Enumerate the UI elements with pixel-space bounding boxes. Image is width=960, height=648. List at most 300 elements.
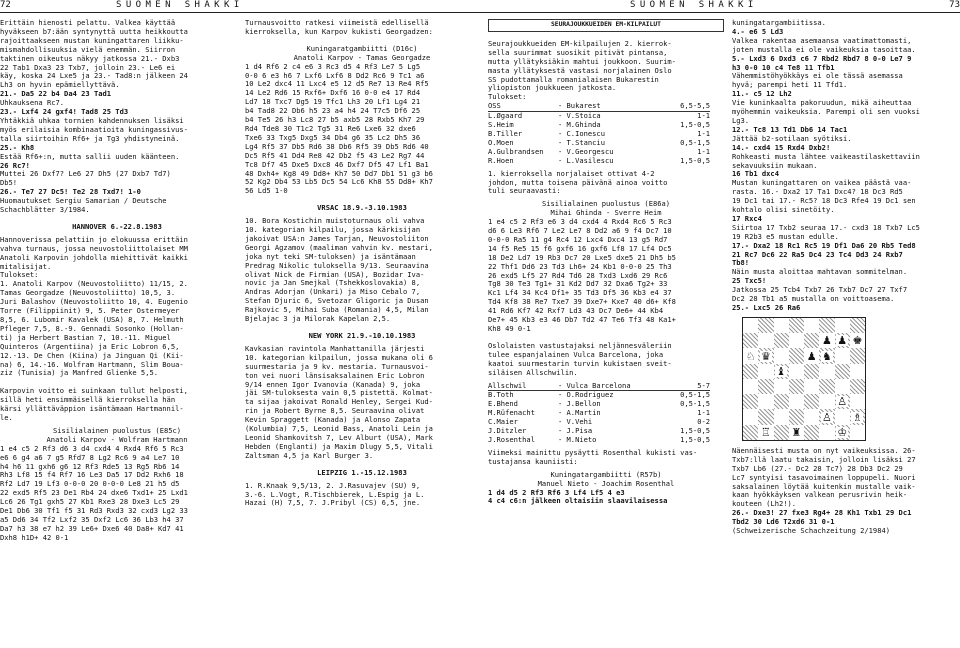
text-line: Pfleger 7,5, 8.-9. Gennadi Sosonko (Hollan-: [0, 323, 184, 333]
text-line: 41 Rd6 Kf7 42 Rxf7 Ld3 43 Dc7 De6+ 44 Kb4: [488, 306, 664, 316]
match-row: [488, 436, 710, 445]
board-square: [819, 409, 834, 424]
game-moves: [488, 218, 724, 334]
text-line: 1. Anatoli Karpov (Neuvostoliitto) 11/15, 2.: [0, 279, 188, 289]
chess-piece-icon: ♝: [776, 364, 787, 378]
board-square: [789, 333, 804, 348]
text-line: ti) ja Herbert Bastian 7, 10.-11. Miguel: [0, 332, 171, 342]
text-line: 0-0-0 Ra5 11 g4 Rc4 12 Lxc4 Dxc4 13 g5 Rd7: [488, 234, 668, 244]
text-line: 4.- e6 5 Ld3: [732, 26, 784, 36]
board-square: [789, 364, 804, 379]
box-title: SEURAJOUKKUEIDEN EM-KILPAILUT: [488, 19, 724, 32]
board-square: [804, 409, 819, 424]
text-line: vahva turnaus, jossa neuvostoliittolaiset MM: [0, 243, 188, 253]
match-cell: M.Rüfenacht: [488, 408, 535, 418]
text-line: Siirtoa 17 Txb2 seuraa 17.- cxd3 18 Txb7 Lc5: [732, 222, 920, 232]
game-moves: [732, 242, 960, 269]
board-square: [804, 425, 819, 440]
text-line: Lh3 on hyvin epämiellyttävä.: [0, 80, 120, 90]
board-square: [774, 425, 789, 440]
match-cell: C.Maier: [488, 417, 518, 427]
section-title: VRSAC 18.9.-3.10.1983: [317, 203, 407, 213]
annotation: [0, 153, 234, 162]
text-line: hyväkseen b7:ään syntynyttä uutta heikkoutta: [0, 26, 188, 36]
text-line: h4 h6 11 gxh6 g6 12 Rf3 Rde5 13 Rg5 Rb6 14: [0, 461, 180, 471]
annotation: [732, 37, 960, 55]
text-line: Tg8 30 Te3 Tg1+ 31 Kd2 Dd7 32 Dxa6 Tg2+ 33: [488, 279, 668, 289]
text-line: Da7 h3 38 e7 h2 39 Le6+ Dxe6 40 Da8+ Kd7 41: [0, 523, 184, 533]
game-title: Kuningatargambiitti (R57b): [550, 469, 662, 479]
board-square: [774, 318, 789, 333]
match-cell: - V.Georgescu: [558, 146, 614, 156]
text-line: kuningatargambiitissa.: [732, 18, 826, 27]
text-line: joka nyt teki SM-tuloksen) ja isäntämaan: [245, 251, 416, 261]
text-line: Kavkasian ravintola Manhattanilla järjesti: [245, 343, 425, 353]
text-line: taktinen oikeutus näkyy jatkossa 21.- Dxb3: [0, 53, 180, 63]
game-moves: [732, 509, 960, 527]
text-line: Hebden (Englanti) ja Maxim Dlugy 5,5, Vitali: [245, 441, 433, 451]
text-line: Estää Rf6+:n, mutta sallii uuden käänteen.: [0, 151, 180, 161]
board-square: [774, 379, 789, 394]
text-line: Rd4 Tde8 30 T1c2 Tg5 31 Re6 Lxe6 32 dxe6: [245, 123, 416, 133]
text-line: 17 Rxc4: [732, 213, 762, 223]
board-square: [835, 394, 850, 409]
match-table: [488, 382, 710, 445]
text-line: d6 6 Le3 Rf6 7 Le2 Le7 8 Dd2 a6 9 f4 Dc7 10: [488, 226, 672, 236]
text-line: 26.- Dxe3! 27 fxe3 Rg4+ 28 Kh1 Txb1 29 Dc1: [732, 508, 912, 518]
text-line: b4 Tad8 22 Db6 h5 23 a4 h4 24 T7c5 Df6 25: [245, 106, 421, 116]
text-line: Anatoli Karpovin johdolla miehittivät kaikki: [0, 252, 188, 262]
text-line: 25 Txc5!: [732, 276, 767, 286]
chess-piece-icon: ♟: [837, 334, 848, 348]
match-cell: L.Øgaard: [488, 111, 523, 121]
text-line: h3 0-0 10 c4 Te8 11 Tfb1: [732, 62, 835, 72]
match-cell: - M.Ghinda: [558, 120, 601, 130]
board-square: [758, 333, 773, 348]
match-cell: - O.Rodriguez: [558, 390, 614, 400]
text-line: Näennäisesti musta on nyt vaikeuksissa. 26-: [732, 445, 916, 455]
text-line: 1 e4 c5 2 Rf3 e6 3 d4 cxd4 4 Rxd4 Rc6 5 Rc3: [488, 217, 672, 227]
game-title: Sisilialainen puolustus (E85c): [52, 425, 182, 435]
left-column-2: [245, 19, 479, 508]
board-square: [758, 425, 773, 440]
chess-piece-icon: ♟: [806, 349, 817, 363]
match-cell: E.Bhend: [488, 399, 518, 409]
annotation: [732, 99, 960, 126]
source-note: [732, 527, 960, 536]
match-cell: - J.Bellon: [558, 399, 601, 409]
board-square: [835, 333, 850, 348]
text-line: yliopiston joukkueen jatkosta.: [488, 83, 617, 93]
match-cell: J.Rosenthal: [488, 434, 535, 444]
chess-piece-icon: ♜: [791, 425, 802, 439]
text-line: Bjelajac 3 ja Milorak Kapelan 2,5.: [245, 314, 391, 324]
text-line: 26 exd5 Lf5 27 Rd4 Td6 28 Txd3 Lxd6 29 Rc6: [488, 270, 668, 280]
text-line: 14.- cxd4 15 Rxd4 Dxb2!: [732, 142, 831, 152]
board-square: [758, 394, 773, 409]
match-cell: - V.Vehi: [558, 417, 593, 427]
text-line: olivat Nick de Firmian (USA), Bozidar Iva-: [245, 269, 425, 279]
board-square: [819, 394, 834, 409]
annotation: [488, 170, 724, 197]
text-line: Leonid Shamkovitsh 7, Lev Alburt (USA), Mark: [245, 432, 433, 442]
chess-piece-icon: ♟: [821, 334, 832, 348]
text-line: 17.- Dxa2 18 Rc1 Rc5 19 Df1 Da6 20 Rb5 Ted8: [732, 240, 916, 250]
text-line: Viimeksi mainittu pysäytti Rosenthal kukisti vas-: [488, 447, 698, 457]
text-line: joten mustalla ei ole vaikeuksia tasoittaa.: [732, 44, 916, 54]
game-players: Anatoli Karpov - Tamas Georgadze: [293, 52, 431, 62]
board-square: [743, 348, 758, 363]
text-line: Andras Adorjan (Unkari) ja Miso Cebalo 7,: [245, 287, 421, 297]
page-number: 73: [949, 0, 960, 10]
text-line: Tb8!: [732, 258, 750, 268]
text-line: rasta. 16.- Dxa2 17 Ta1 Dxc4? 18 Dc3 Rd5: [732, 187, 903, 197]
text-line: 14 f5 Re5 15 f6 gxf6 16 gxf6 Lf8 17 Lf4 Dc5: [488, 243, 672, 253]
board-square: [789, 379, 804, 394]
board-square: [850, 348, 865, 363]
match-cell: B.Tiller: [488, 128, 523, 138]
text-line: 1 d4 d5 2 Rf3 Rf6 3 Lf4 Lf5 4 e3: [488, 487, 625, 497]
text-line: (Kolumbia) 7,5, Leonid Bass, Anatoli Lein ja: [245, 424, 433, 434]
board-square: [804, 348, 819, 363]
match-cell: 0,5-1,5: [680, 137, 710, 147]
section-title: NEW YORK 21.9.-10.10.1983: [308, 331, 416, 340]
text-line: ta sijaa jakoivat Ronald Henley, Sergei Kud-: [245, 397, 433, 407]
text-line: jäi SM-tuloksesta vain 0,5 pistettä. Kolmat-: [245, 388, 433, 398]
text-line: Predrag Nikolic tuloksella 9/13. Seuraavina: [245, 260, 429, 270]
match-cell: - T.Stanciu: [558, 137, 605, 147]
text-line: Yhtäkkiä uhkaa tornien kahdennuksen lisäksi: [0, 115, 184, 125]
match-cell: 1,5-0,5: [680, 120, 710, 130]
text-line: Dxh8 h1D+ 42 0-1: [0, 532, 69, 542]
text-line: Td4 Kf8 38 Re7 Txe7 39 Dxe7+ Kxe7 40 d6+ Kf8: [488, 297, 676, 307]
text-line: 19 Dc1 tai 17.- Rc5? 18 Dc3 Rfe4 19 Dc1 sen: [732, 196, 916, 206]
text-line: 12.-13. De Chen (Kiina) ja Jinguan Qi (Kii-: [0, 350, 184, 360]
board-square: [819, 379, 834, 394]
game-players: Mihai Ghinda - Sverre Heim: [550, 208, 662, 218]
text-line: sekavuuksiin mukaan.: [732, 160, 818, 170]
game-moves: [732, 55, 960, 73]
text-line: Tbd2 30 Ld6 T2xd6 31 0-1: [732, 517, 835, 527]
match-cell: - A.Martin: [558, 408, 601, 418]
text-line: a5 Dd6 34 Tf2 Lxf2 35 Dxf2 Lc6 36 Lb3 h4 37: [0, 514, 184, 524]
text-line: Tc8 Df7 45 Dxe5 Dxc8 46 Dxf7 Df5 47 Lf1 Ba1: [245, 159, 429, 169]
text-line: Uhkauksena Rc7.: [0, 98, 65, 108]
match-cell: A.Gulbrandsen: [488, 146, 544, 156]
board-square: [743, 333, 758, 348]
text-line: Rh3 Lf8 15 f4 Rf7 16 Le3 Da5 17 Dd2 Rxh6 18: [0, 470, 184, 480]
match-cell: - J.Pisa: [558, 426, 593, 436]
chess-piece-icon: ♘: [745, 349, 756, 363]
game-moves: [0, 445, 234, 543]
board-square: [850, 379, 865, 394]
text-line: Ld7 18 Txc7 Dg5 19 Tfc1 Lh3 20 Lf1 Lg4 21: [245, 97, 421, 107]
match-cell: 6,5-5,5: [650, 102, 710, 111]
text-line: Jättää b2-sotilaan syötiksi.: [732, 133, 852, 143]
text-line: Rf2 Ld7 19 Lf3 0-0-0 20 0-0-0 Le8 21 h5 d5: [0, 479, 180, 489]
text-line: 22 Tab1 Dxa3 23 Txb7, jolloin 23.- Le6 ei: [0, 62, 176, 72]
board-square: [804, 333, 819, 348]
text-line: masta yllätyksestä vastasi norjalainen Oslo: [488, 65, 672, 75]
chess-piece-icon: ♙: [821, 410, 832, 424]
board-square: [789, 425, 804, 440]
text-line: 21 Rc7 Dc6 22 Ra5 Dc4 23 Tc4 Dd3 24 Rxb7: [732, 249, 903, 259]
match-cell: - V.Stoica: [558, 111, 601, 121]
text-line: 16 Tb1 dxc4: [732, 169, 779, 179]
text-line: tulee espanjalainen Vulca Barcelona, joka: [488, 349, 664, 359]
board-square: [758, 348, 773, 363]
text-line: (Schweizerische Schachzeitung 2/1984): [732, 526, 891, 536]
text-line: Hazai (H) 7,5, 7. J.Pribyl (CS) 6,5, jne.: [245, 498, 421, 508]
text-line: Kc1 Lf4 34 Kc4 Df1+ 35 Td3 Df5 36 Kb3 e4 37: [488, 288, 672, 298]
section-body: [245, 345, 479, 461]
section-body: [245, 482, 479, 509]
intro-text: [0, 19, 234, 90]
text-line: saksalainen löytää kuitenkin mustalle vaik-: [732, 481, 916, 491]
game-players: Anatoli Karpov - Wolfram Hartmann: [46, 434, 188, 444]
text-line: 25.- Kh8: [0, 142, 35, 152]
text-line: 22 exd5 Rf5 23 De1 Rb4 24 dxe6 Txd1+ 25 Lxd1: [0, 488, 188, 498]
annotation: [488, 449, 724, 467]
text-line: 10. kategorian kilpailun, jossa mukana oli 6: [245, 352, 433, 362]
text-line: Kevin Spraggett (Kanada) ja Alonso Zapata: [245, 415, 421, 425]
board-square: [835, 379, 850, 394]
text-line: Dc2 28 Tb1 a5 mustalla on voittoasema.: [732, 294, 895, 304]
board-square: [774, 364, 789, 379]
match-cell: 1-1: [697, 146, 710, 156]
match-cell: 0,5-1,5: [680, 399, 710, 409]
game-moves: [732, 304, 960, 313]
annotation: [732, 268, 960, 277]
text-line: tustajansa kauniisti:: [488, 456, 578, 466]
board-square: [850, 425, 865, 440]
text-line: Rohkeasti musta lähtee vaikeastilaskettaviin: [732, 151, 920, 161]
text-line: Huomautukset Sergiu Samarian / Deutsche: [0, 196, 167, 206]
match-cell: B.Toth: [488, 390, 514, 400]
match-cell: 1,5-0,5: [680, 155, 710, 165]
intro-text: [488, 40, 724, 93]
text-line: johdon, mutta toisena päivänä ainoa voitto: [488, 177, 668, 187]
intro-text: [245, 19, 479, 37]
text-line: mutta yllätyksiäkin mahtui joukkoon. Suurim-: [488, 56, 676, 66]
annotation: [488, 342, 724, 378]
text-line: sella suurimmat suosikit pitivät pintansa,: [488, 47, 668, 57]
match-cell: S.Heim: [488, 120, 514, 130]
section-title: HANNOVER 6.-22.8.1983: [72, 221, 162, 231]
text-line: Tamas Georgadze (Neuvostoliitto) 10,5, 3.: [0, 288, 176, 298]
text-line: mismahdollisuuksia vielä enemmän. Siirron: [0, 44, 176, 54]
text-line: sillä heti ensimmäisellä kierroksella hän: [0, 395, 176, 405]
board-square: [819, 348, 834, 363]
text-line: Juri Balashov (Neuvostoliitto 10, 4. Eugenio: [0, 297, 188, 307]
board-square: [774, 348, 789, 363]
results-label: Tulokset:: [488, 92, 527, 102]
game-moves: [245, 63, 479, 197]
board-square: [804, 364, 819, 379]
board-square: [819, 425, 834, 440]
match-cell: - C.Ionescu: [558, 128, 605, 138]
section-title: LEIPZIG 1.-15.12.1983: [317, 467, 407, 477]
section-body: [245, 217, 479, 324]
text-line: mitalisijat.: [0, 261, 52, 271]
text-line: Rajkovic 5, Mihai Suba (Romania) 4,5, Milan: [245, 305, 429, 315]
board-square: [758, 379, 773, 394]
board-square: [789, 409, 804, 424]
text-line: 26.- Te7 27 Dc5! Te2 28 Txd7! 1-0: [0, 187, 141, 197]
board-square: [743, 425, 758, 440]
board-square: [819, 364, 834, 379]
section-body: [0, 236, 234, 423]
text-line: 4 c4 c6:n jälkeen oltaisiin slaavilaisessa: [488, 496, 668, 506]
text-line: ton vei nuori länsisaksalainen Eric Lobron: [245, 370, 425, 380]
text-line: 26 Rc7!: [0, 160, 30, 170]
annotation: [0, 197, 234, 215]
running-head: SUOMEN SHAKKI: [116, 0, 244, 10]
text-line: Georgi Agzamov (maaliman vahvin kv. mestari,: [245, 242, 433, 252]
text-line: 1. R.Knaak 9,5/13, 2. J.Rasuvajev (SU) 9,: [245, 480, 421, 490]
match-cell: 0,5-1,5: [680, 390, 710, 400]
board-square: [804, 379, 819, 394]
match-row: [488, 409, 710, 418]
text-line: Lc6 26 Tg1 gxh5 27 Kb1 Rxe3 28 Dxe3 Lc5 29: [0, 497, 180, 507]
text-line: Hannoverissa pelattiin jo elokuussa erittäin: [0, 234, 188, 244]
text-line: Mustan kuningattaren on vaikea päästä vaa-: [732, 178, 912, 188]
board-square: [835, 348, 850, 363]
text-line: na) 6, 14.-16. Wolfram Hartmann, Slim Boua-: [0, 359, 184, 369]
text-line: Schachblätter 3/1984.: [0, 205, 90, 215]
text-line: Vähemmistöhyökkäys ei ole tässä asemassa: [732, 71, 903, 81]
text-line: 9/14 ennen Igor Ivanovia (Kanada) 9, joka: [245, 379, 421, 389]
board-square: [804, 318, 819, 333]
board-square: [758, 409, 773, 424]
match-cell: 1-1: [697, 408, 710, 418]
text-line: tuli seuraavasti:: [488, 186, 561, 196]
annotation: [732, 153, 960, 171]
match-cell: 5-7: [650, 382, 710, 391]
board-square: [835, 409, 850, 424]
text-line: ziz (Tunisia) ja Manfred Glienke 5,5.: [0, 368, 159, 378]
text-line: Näin musta aloittaa mahtavan sommitelman.: [732, 267, 908, 277]
board-square: [850, 394, 865, 409]
board-square: [774, 409, 789, 424]
text-line: 5.- Lxd3 6 Dxd3 c6 7 Rbd2 Rbd7 8 0-0 Le7 9: [732, 53, 912, 63]
text-line: 14 Le2 Rd6 15 Rxf6+ Dxf6 16 0-0 e4 17 Rd4: [245, 88, 421, 98]
match-cell: 1-1: [697, 111, 710, 121]
text-line: 0-0 6 e3 h6 7 Lxf6 Lxf6 8 Dd2 Rc6 9 Tc1 a6: [245, 70, 425, 80]
text-line: 10. Bora Kostichin muistoturnaus oli vahva: [245, 216, 425, 226]
board-square: [789, 348, 804, 363]
board-square: [850, 318, 865, 333]
right-column-2: [732, 19, 960, 536]
text-line: Muttei 26 Dxf7? Le6 27 Dh5 (27 Dxb7 Td7): [0, 169, 171, 179]
text-line: e6 6 g4 a6 7 g5 Rfd7 8 Lg2 Rc6 9 a4 Le7 10: [0, 452, 180, 462]
match-cell: 1,5-0,5: [680, 434, 710, 444]
text-line: Torre (Filippiinit) 9, 5. Peter Ostermeyer: [0, 306, 180, 316]
board-square: [789, 318, 804, 333]
text-line: Zaltsman 4,5 ja Karl Burger 3.: [245, 450, 374, 460]
match-cell: J.Ditzler: [488, 426, 527, 436]
annotation: [732, 286, 960, 304]
text-line: Db5!: [0, 178, 18, 188]
text-line: kärsi yllättäväppion isäntämaan Hartmannil-: [0, 404, 184, 414]
text-line: talla siirtoihin Rf6+ ja Tg3 yhdistyneinä.: [0, 133, 180, 143]
header-rule: [0, 12, 480, 13]
text-line: Txb7:llä laatu takaisin, jolloin lisäksi 27: [732, 454, 916, 464]
text-line: De7+ 45 Kb3 e3 46 Db7 Td2 47 Te6 Tf3 48 Ka1+: [488, 315, 676, 325]
text-line: Lc7 syntyisi tasavoimainen loppupeli. Nuori: [732, 472, 916, 482]
match-cell: 1,5-0,5: [680, 426, 710, 436]
text-line: 52 Kg2 Db4 53 Lb5 Dc5 54 Lc6 Kh8 55 Dd8+ Kh7: [245, 177, 433, 187]
text-line: Quinteros (Argentiina) ja Eric Lobron 6,5,: [0, 341, 180, 351]
page-number: 72: [0, 0, 11, 10]
annotation: [732, 72, 960, 90]
text-line: käy, koska 24 Lxe5 ja 23.- Tad8:n jälkeen 24: [0, 71, 188, 81]
text-line: rajoittaakseen mustan kuningattaren liikku-: [0, 35, 184, 45]
text-line: novic ja Jan Smejkal (Tshekkoslovakia) 8,: [245, 278, 421, 288]
board-square: [804, 394, 819, 409]
match-cell: Allschwil: [488, 382, 558, 391]
text-line: 25.- Lxc5 26 Ra6: [732, 303, 801, 312]
chess-piece-icon: ♗: [852, 410, 863, 424]
board-square: [774, 394, 789, 409]
left-column-1: [0, 19, 234, 543]
text-line: Kh8 49 0-1: [488, 324, 531, 333]
text-line: b4 Te5 26 h3 Lc8 27 b5 axb5 28 Rxb5 Kh7 29: [245, 115, 425, 125]
text-line: myös erilaisia kombinaatioita kuningassivus-: [0, 124, 188, 134]
chess-piece-icon: ♛: [760, 349, 771, 363]
text-line: 23.- Lxf4 24 gxf4! Tad8 25 Td3: [0, 107, 129, 117]
board-square: [789, 394, 804, 409]
text-line: Oslolaisten vastustajaksi neljännesväleriin: [488, 340, 672, 350]
board-square: [774, 333, 789, 348]
chess-piece-icon: ♔: [837, 425, 848, 439]
match-cell: OSS: [488, 102, 558, 111]
board-square: [758, 364, 773, 379]
chess-piece-icon: ♚: [852, 334, 863, 348]
text-line: 21.- Da5 22 b4 Da4 23 Tad1: [0, 89, 112, 99]
text-line: Txe6 33 Txg5 Dxg5 34 Db4 g6 35 Lc2 Dh5 36: [245, 132, 421, 142]
game-players: Manuel Nieto - Joachim Rosenthal: [537, 478, 675, 488]
text-line: 8,5, 6. Lubomir Kavalek (USA) 8, 7. Helmuth: [0, 315, 184, 324]
board-square: [758, 318, 773, 333]
match-cell: - Bukarest: [558, 102, 650, 111]
text-line: kohtalo olisi sinetöity.: [732, 205, 835, 215]
text-line: Seurajoukkueiden EM-kilpailujen 2. kierrok-: [488, 38, 672, 48]
board-square: [743, 364, 758, 379]
chess-piece-icon: ♖: [760, 425, 771, 439]
text-line: 1 e4 c5 2 Rf3 d6 3 d4 cxd4 4 Rxd4 Rf6 5 Rc3: [0, 443, 184, 453]
text-line: Valkea rakentaa asemaansa vaatimattomasti,: [732, 35, 912, 45]
match-row: [488, 157, 710, 166]
text-line: 56 Ld5 1-0: [245, 186, 288, 196]
text-line: kaatoi suurmestarin turvin kukistaen sveit-: [488, 358, 672, 368]
match-cell: 1-1: [697, 128, 710, 138]
running-head: SUOMEN SHAKKI: [630, 0, 758, 10]
annotation: [732, 179, 960, 215]
right-column-1: [488, 19, 724, 506]
text-line: kouteen (Lh2!).: [732, 499, 797, 509]
match-cell: - Vulca Barcelona: [558, 382, 650, 391]
text-line: 12.- Tc8 13 Td1 Db6 14 Tac1: [732, 124, 848, 134]
text-line: suurmestaria ja 9 kv. mestaria. Turnausvoi-: [245, 361, 429, 371]
chess-piece-icon: ♙: [837, 395, 848, 409]
text-line: Txb7 Lb6 (27.- Dc2 28 Tc7) 28 Db3 Dc2 29: [732, 463, 903, 473]
text-line: Vie kuninkaalta pakoruudun, mikä aiheuttaa: [732, 98, 912, 108]
board-square: [850, 409, 865, 424]
board-square: [819, 318, 834, 333]
board-square: [743, 318, 758, 333]
board-square: [850, 333, 865, 348]
